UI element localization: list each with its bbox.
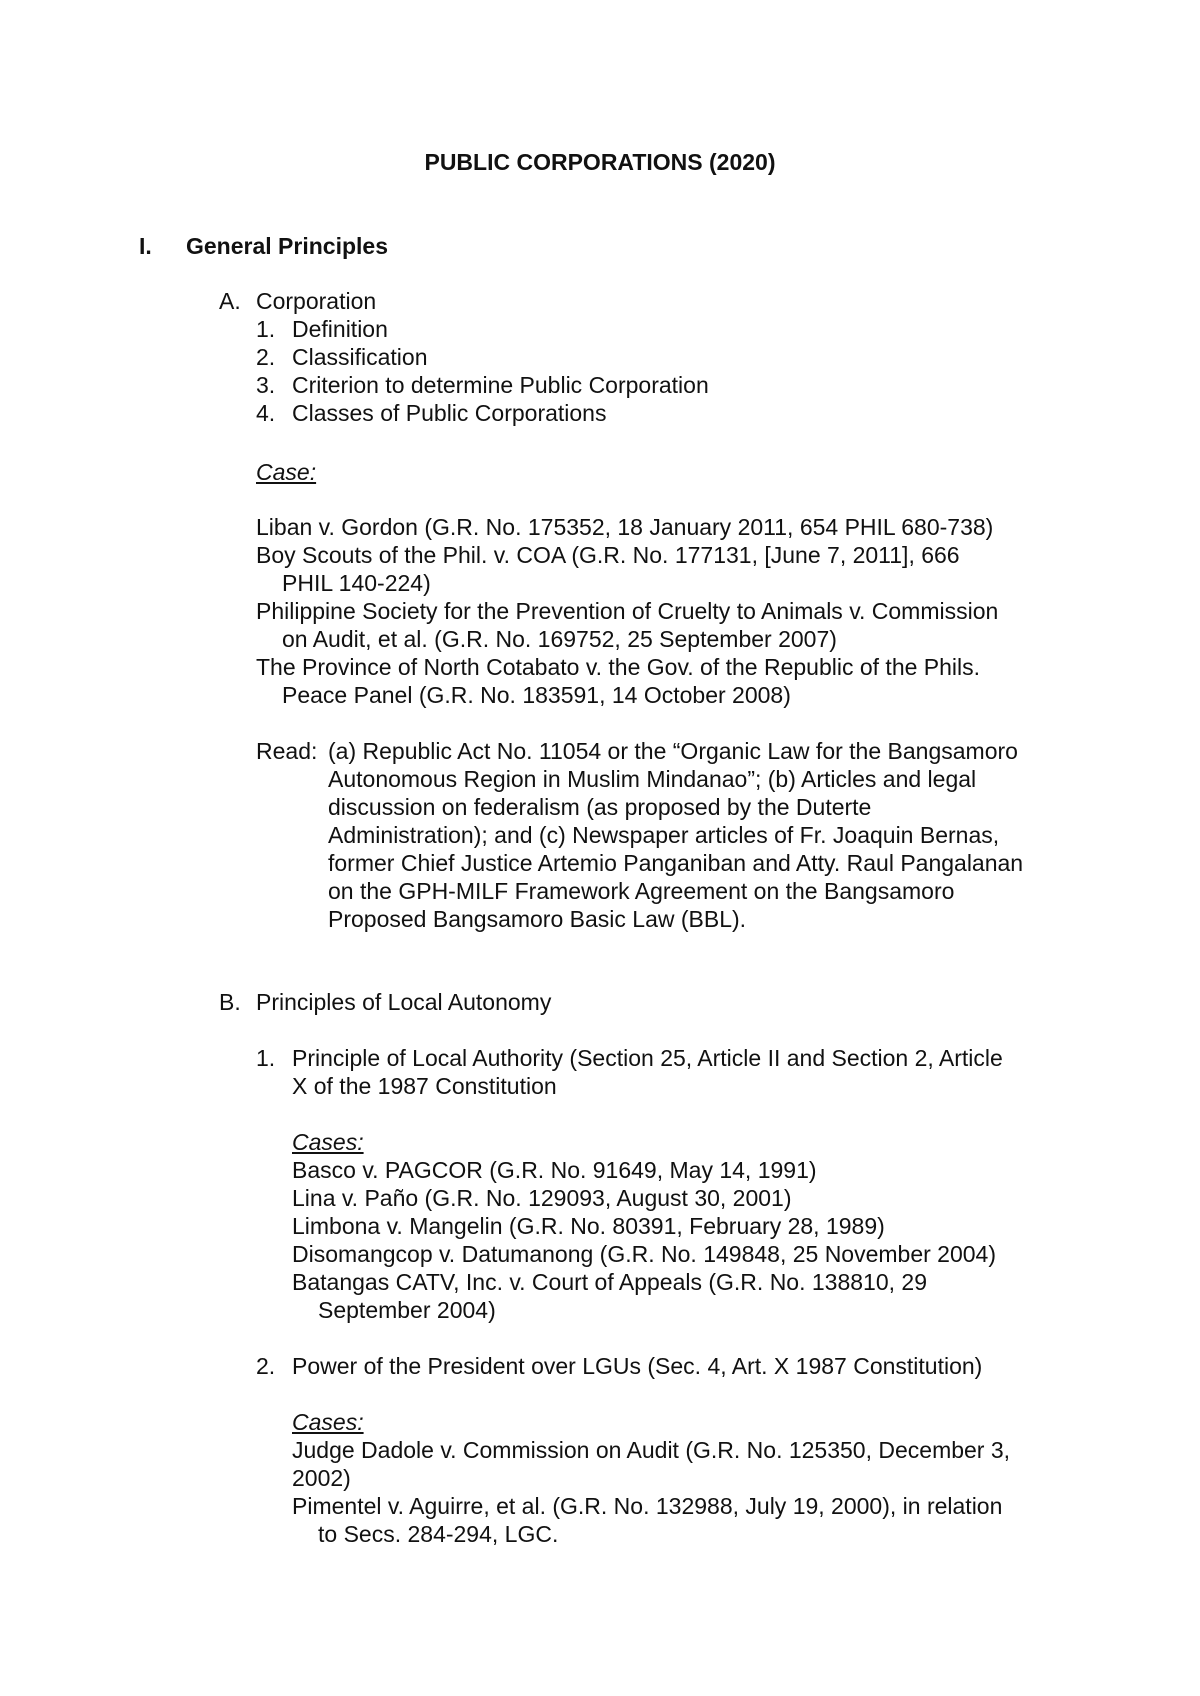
case-citation-cont: to Secs. 284-294, LGC. [318, 1521, 559, 1547]
list-item: Classification [292, 344, 428, 370]
cases-label: Cases: [292, 1409, 364, 1435]
list-item: Definition [292, 316, 388, 342]
case-citation: Limbona v. Mangelin (G.R. No. 80391, February 28, 1989) [292, 1213, 885, 1239]
case-label: Case: [256, 459, 317, 485]
document-title: PUBLIC CORPORATIONS (2020) [424, 149, 776, 175]
case-citation: Lina v. Paño (G.R. No. 129093, August 30, 2001) [292, 1185, 792, 1211]
case-citation-cont: PHIL 140-224) [282, 570, 431, 596]
list-item: Classes of Public Corporations [292, 400, 607, 426]
subsection-b-marker: B. [219, 989, 241, 1015]
case-citation: Boy Scouts of the Phil. v. COA (G.R. No. 177131, [June 7, 2011], 666 [256, 542, 960, 568]
list-item-number: 4. [256, 400, 276, 426]
subsection-b-label: Principles of Local Autonomy [256, 989, 552, 1015]
list-item: Criterion to determine Public Corporation [292, 372, 709, 398]
case-citation: Disomangcop v. Datumanong (G.R. No. 149848, 25 November 2004) [292, 1241, 997, 1267]
subsection-a-marker: A. [219, 288, 241, 314]
case-citation: Batangas CATV, Inc. v. Court of Appeals (G.R. No. 138810, 29 [292, 1269, 927, 1295]
case-citation-cont: Peace Panel (G.R. No. 183591, 14 October 2008) [282, 682, 791, 708]
case-citation: Liban v. Gordon (G.R. No. 175352, 18 January 2011, 654 PHIL 680-738) [256, 514, 994, 540]
read-text-line: Proposed Bangsamoro Basic Law (BBL). [328, 906, 747, 932]
case-citation: The Province of North Cotabato v. the Gov. of the Republic of the Phils. [256, 654, 981, 680]
list-item: Principle of Local Authority (Section 25, Article II and Section 2, Article [292, 1045, 1003, 1071]
case-citation: Pimentel v. Aguirre, et al. (G.R. No. 132988, July 19, 2000), in relation [292, 1493, 1003, 1519]
list-item: Power of the President over LGUs (Sec. 4, Art. X 1987 Constitution) [292, 1353, 983, 1379]
read-label: Read: [256, 738, 318, 764]
list-item-number: 1. [256, 1045, 276, 1071]
section-number: I. [139, 233, 152, 259]
case-citation: Philippine Society for the Prevention of Cruelty to Animals v. Commission [256, 598, 999, 624]
read-text-line: former Chief Justice Artemio Panganiban and Atty. Raul Pangalanan [328, 850, 1024, 876]
case-citation-cont: September 2004) [318, 1297, 496, 1323]
case-citation-cont: 2002) [292, 1465, 351, 1491]
cases-label: Cases: [292, 1129, 364, 1155]
read-text-line: (a) Republic Act No. 11054 or the “Organic Law for the Bangsamoro [328, 738, 1018, 764]
subsection-a-label: Corporation [256, 288, 377, 314]
case-citation: Basco v. PAGCOR (G.R. No. 91649, May 14, 1991) [292, 1157, 817, 1183]
list-item-number: 2. [256, 344, 276, 370]
list-item-number: 3. [256, 372, 276, 398]
read-text-line: Administration); and (c) Newspaper articles of Fr. Joaquin Bernas, [328, 822, 1000, 848]
list-item-number: 2. [256, 1353, 276, 1379]
list-item-cont: X of the 1987 Constitution [292, 1073, 557, 1099]
read-text-line: discussion on federalism (as proposed by the Duterte [328, 794, 872, 820]
list-item-number: 1. [256, 316, 276, 342]
read-text-line: on the GPH-MILF Framework Agreement on the Bangsamoro [328, 878, 955, 904]
case-citation: Judge Dadole v. Commission on Audit (G.R. No. 125350, December 3, [292, 1437, 1011, 1463]
case-citation-cont: on Audit, et al. (G.R. No. 169752, 25 September 2007) [282, 626, 837, 652]
read-text-line: Autonomous Region in Muslim Mindanao”; (b) Articles and legal [328, 766, 977, 792]
section-heading: General Principles [186, 233, 388, 259]
